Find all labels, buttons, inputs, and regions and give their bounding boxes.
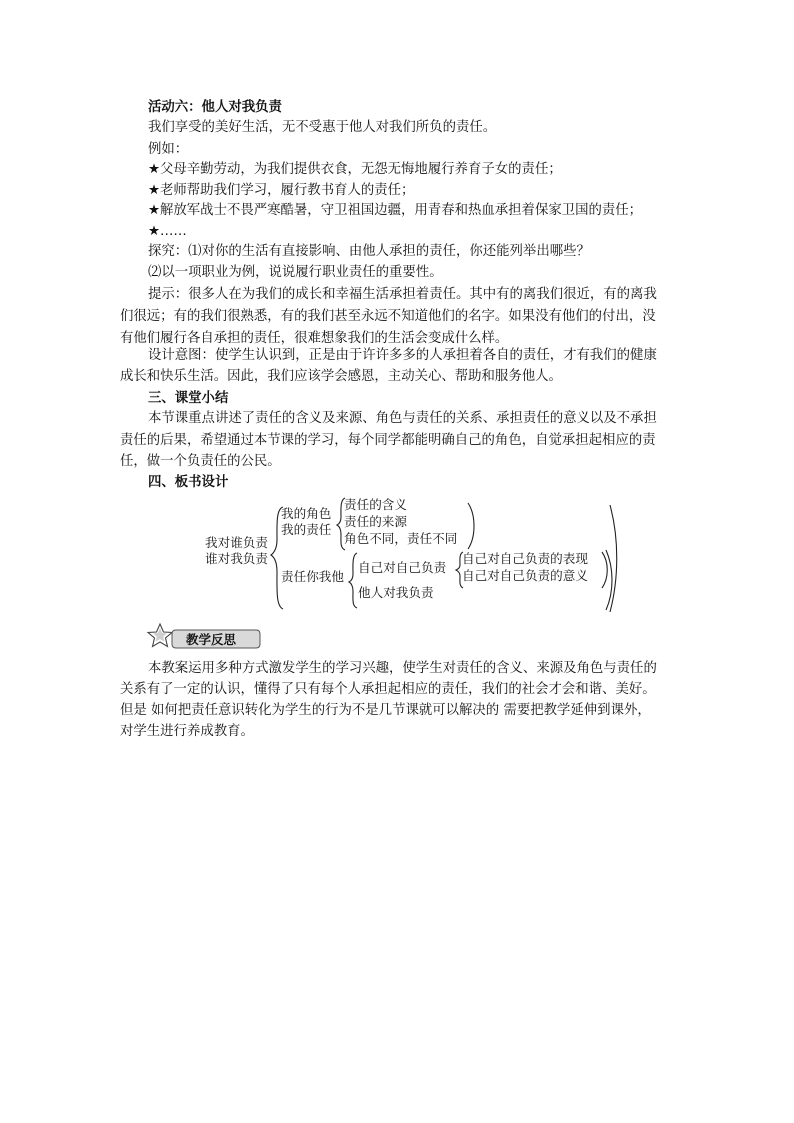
reflection-text: 本教案运用多种方式激发学生的学习兴趣，使学生对责任的含义、来源及角色与责任的 [148, 661, 657, 676]
summary-heading: 三、课堂小结 [148, 391, 229, 406]
example-item: ★…… [148, 224, 187, 239]
activity-intro: 我们享受的美好生活，无不受惠于他人对我们所负的责任。 [148, 120, 497, 135]
example-item: ★解放军战士不畏严寒酷暑，守卫祖国边疆，用青春和热血承担着保家卫国的责任； [148, 203, 643, 218]
design-intent: 成长和快乐生活。因此，我们应该学会感恩，主动关心、帮助和服务他人。 [120, 369, 562, 384]
reflection-text: 但是 如何把责任意识转化为学生的行为不是几节课就可以解决的 需要把教学延伸到课外， [120, 703, 651, 718]
brace-duty [349, 553, 357, 608]
board-root-1: 我对谁负责 [205, 535, 268, 550]
paren-roles [468, 503, 474, 549]
reflection-badge [146, 622, 262, 652]
example-item: ★父母辛勤劳动，为我们提供衣食，无怨无悔地履行养育子女的责任； [148, 162, 562, 177]
explore-question-2: ⑵以一项职业为例，说说履行职业责任的重要性。 [148, 265, 443, 280]
design-intent: 设计意图：使学生认识到，正是由于许许多多的人承担着各自的责任，才有我们的健康 [148, 348, 657, 363]
board-branch-duty: 责任你我他 [281, 569, 344, 584]
reflection-badge-label: 教学反思 [186, 632, 237, 647]
board-heading: 四、板书设计 [148, 475, 229, 490]
activity-title: 活动六：他人对我负责 [148, 100, 282, 115]
reflection-text: 对学生进行养成教育。 [120, 724, 254, 739]
hint-text: 们很远；有的我们很熟悉，有的我们甚至永远不知道他们的名字。如果没有他们的付出，没 [120, 309, 656, 324]
board-sub-self-show: 自己对自己负责的表现 [462, 551, 588, 566]
board-sub-self: 自己对自己负责 [358, 560, 447, 575]
brace-roles [337, 498, 345, 550]
board-leaf-meaning: 责任的含义 [344, 497, 407, 512]
summary-text: 任，做一个负责任的公民。 [120, 454, 281, 469]
explore-question-1: 探究：⑴对你的生活有直接影响、由他人承担的责任，你还能列举出哪些？ [148, 244, 590, 259]
summary-text: 责任的后果，希望通过本节课的学习，每个同学都能明确自己的角色，自觉承担起相应的责 [120, 433, 656, 448]
example-item: ★老师帮助我们学习，履行教书育人的责任； [148, 183, 415, 198]
board-branch-roles-2: 我的责任 [281, 522, 332, 537]
brace-main [271, 507, 283, 609]
board-sub-self-meaning: 自己对自己负责的意义 [462, 568, 588, 583]
brace-self [456, 552, 463, 588]
paren-main [610, 505, 617, 612]
board-root-2: 谁对我负责 [205, 551, 268, 566]
reflection-text: 关系有了一定的认识，懂得了只有每个人承担起相应的责任，我们的社会才会和谐、美好。 [120, 682, 656, 697]
board-branch-roles-1: 我的角色 [281, 506, 332, 521]
board-sub-others: 他人对我负责 [358, 585, 434, 600]
summary-text: 本节课重点讲述了责任的含义及来源、角色与责任的关系、承担责任的意义以及不承担 [148, 411, 657, 426]
example-label: 例如： [148, 142, 189, 157]
paren-self [602, 552, 607, 588]
board-leaf-source: 责任的来源 [344, 514, 407, 529]
hint-text: 提示：很多人在为我们的成长和幸福生活承担着责任。其中有的离我们很近，有的离我 [148, 287, 657, 302]
board-leaf-roles: 角色不同，责任不同 [344, 531, 458, 546]
paren-duty [606, 550, 612, 610]
hint-text: 有他们履行各自承担的责任，很难想象我们的生活会变成什么样。 [120, 331, 509, 346]
